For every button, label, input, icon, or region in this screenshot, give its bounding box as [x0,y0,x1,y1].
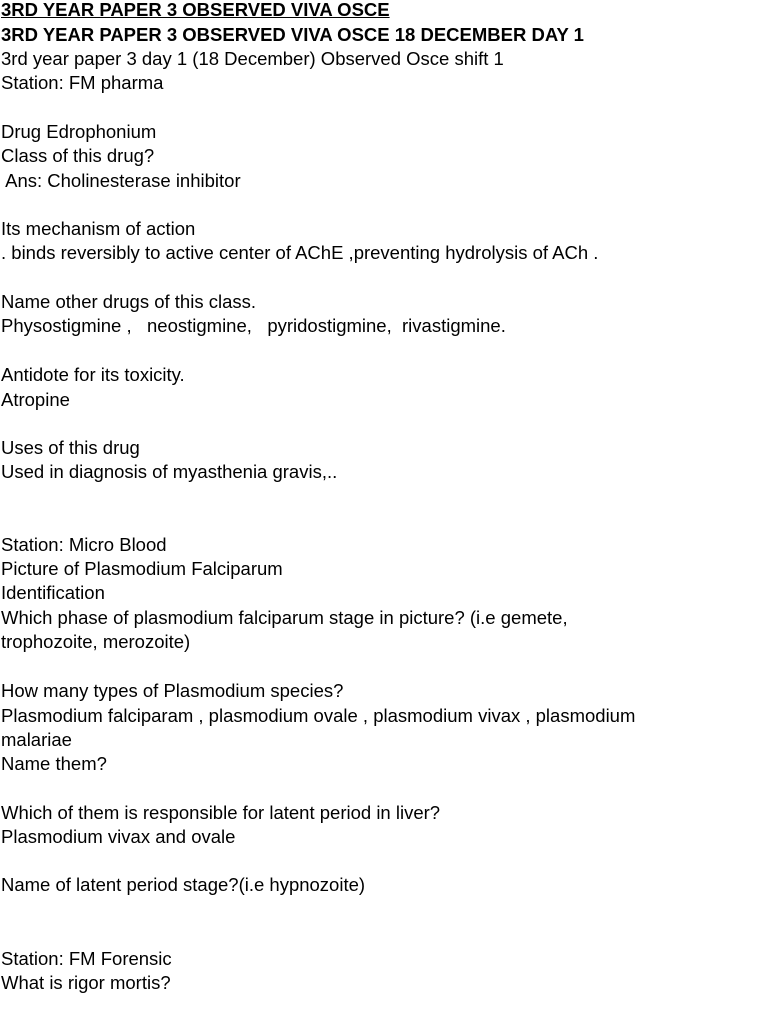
answer-latent-period: Plasmodium vivax and ovale [1,826,236,847]
question-uses: Uses of this drug [1,437,140,458]
document-subtitle: 3RD YEAR PAPER 3 OBSERVED VIVA OSCE 18 DECEMBER DAY 1 [1,24,584,45]
station-heading-micro: Station: Micro Blood [1,534,167,555]
question-phase-line-1: Which phase of plasmodium falciparum stage in picture? (i.e gemete, [1,607,568,628]
question-moa: Its mechanism of action [1,218,196,239]
identification-label: Identification [1,582,105,603]
answer-species-line-1: Plasmodium falciparam , plasmodium ovale , plasmodium vivax , plasmodium [1,705,636,726]
question-species-count: How many types of Plasmodium species? [1,680,344,701]
question-class: Class of this drug? [1,145,155,166]
question-name-them: Name them? [1,753,107,774]
question-latent-stage: Name of latent period stage?(i.e hypnozoite) [1,874,366,895]
question-other-drugs: Name other drugs of this class. [1,291,256,312]
answer-uses: Used in diagnosis of myasthenia gravis,.. [1,461,338,482]
document-title: 3RD YEAR PAPER 3 OBSERVED VIVA OSCE [1,0,390,20]
picture-description: Picture of Plasmodium Falciparum [1,558,283,579]
station-heading-pharma: Station: FM pharma [1,72,164,93]
question-phase-line-2: trophozoite, merozoite) [1,631,191,652]
answer-antidote: Atropine [1,389,70,410]
answer-moa: . binds reversibly to active center of AChE ,preventing hydrolysis of ACh . [1,242,599,263]
question-rigor-mortis: What is rigor mortis? [1,972,171,993]
answer-other-drugs: Physostigmine , neostigmine, pyridostigmine, rivastigmine. [1,315,506,336]
station-heading-forensic: Station: FM Forensic [1,948,172,969]
answer-species-line-2: malariae [1,729,72,750]
answer-class: Ans: Cholinesterase inhibitor [1,170,241,191]
question-latent-period: Which of them is responsible for latent period in liver? [1,802,441,823]
drug-name: Drug Edrophonium [1,121,157,142]
question-antidote: Antidote for its toxicity. [1,364,185,385]
shift-line: 3rd year paper 3 day 1 (18 December) Observed Osce shift 1 [1,48,504,69]
